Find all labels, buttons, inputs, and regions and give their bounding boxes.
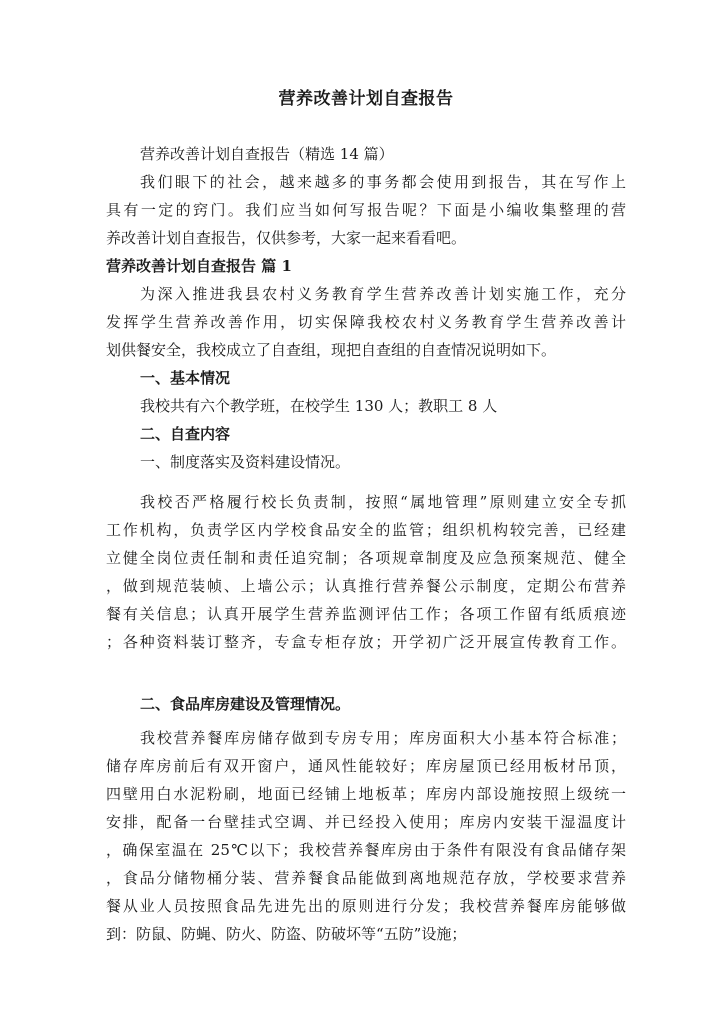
sub-heading-system: 一、制度落实及资料建设情况。: [140, 453, 351, 471]
section-heading: 营养改善计划自查报告 篇 1: [106, 257, 292, 275]
paragraph-line: ，确保室温在 25℃以下；我校营养餐库房由于条件有限没有食品储存架: [106, 841, 626, 859]
paragraph-line: 我校营养餐库房储存做到专房专用；库房面积大小基本符合标准；: [140, 729, 626, 747]
spacer: [106, 476, 626, 488]
paragraph-line: ，做到规范装帧、上墙公示；认真推行营养餐公示制度，定期公布营养: [106, 577, 626, 595]
paragraph-line: 我校否严格履行校长负责制，按照“属地管理”原则建立安全专抓: [140, 493, 626, 511]
heading-storage: 二、食品库房建设及管理情况。: [140, 695, 351, 713]
intro-line: 我们眼下的社会，越来越多的事务都会使用到报告，其在写作上: [140, 173, 626, 191]
paragraph-line: 立健全岗位责任制和责任追究制；各项规章制度及应急预案规范、健全: [106, 549, 626, 567]
basic-info-line: 我校共有六个教学班，在校学生 130 人；教职工 8 人: [140, 397, 498, 415]
heading-basic-info: 一、基本情况: [140, 369, 231, 387]
paragraph-line: 为深入推进我县农村义务教育学生营养改善计划实施工作，充分: [140, 285, 626, 303]
paragraph-line: 储存库房前后有双开窗户，通风性能较好；库房屋顶已经用板材吊顶，: [106, 757, 626, 775]
spacer: [106, 656, 626, 690]
paragraph-line: ；各种资料装订整齐，专盒专柜存放；开学初广泛开展宣传教育工作。: [106, 633, 626, 651]
document-page: [106, 88, 626, 948]
intro-line: 养改善计划自查报告，仅供参考，大家一起来看看吧。: [106, 229, 467, 247]
paragraph-line: 安排，配备一台壁挂式空调、并已经投入使用；库房内安装干湿温度计: [106, 813, 626, 831]
paragraph-line: 发挥学生营养改善作用，切实保障我校农村义务教育学生营养改善计: [106, 313, 626, 331]
paragraph-line: 到：防鼠、防蝇、防火、防盗、防破坏等“五防”设施；: [106, 925, 467, 943]
paragraph-line: 餐从业人员按照食品先进先出的原则进行分发；我校营养餐库房能够做: [106, 897, 626, 915]
paragraph-line: 四壁用白水泥粉刷，地面已经铺上地板革；库房内部设施按照上级统一: [106, 785, 626, 803]
intro-line: 具有一定的窍门。我们应当如何写报告呢？下面是小编收集整理的营: [106, 201, 626, 219]
heading-self-check: 二、自查内容: [140, 425, 231, 443]
paragraph-line: ，食品分储物桶分装、营养餐食品能做到离地规范存放，学校要求营养: [106, 869, 626, 887]
document-subtitle: 营养改善计划自查报告（精选 14 篇）: [140, 145, 394, 163]
paragraph-line: 划供餐安全，我校成立了自查组，现把自查组的自查情况说明如下。: [106, 341, 557, 359]
paragraph-line: 工作机构，负责学区内学校食品安全的监管；组织机构较完善，已经建: [106, 521, 626, 539]
paragraph-line: 餐有关信息；认真开展学生营养监测评估工作；各项工作留有纸质痕迹: [106, 605, 626, 623]
document-title: 营养改善计划自查报告: [278, 89, 454, 109]
